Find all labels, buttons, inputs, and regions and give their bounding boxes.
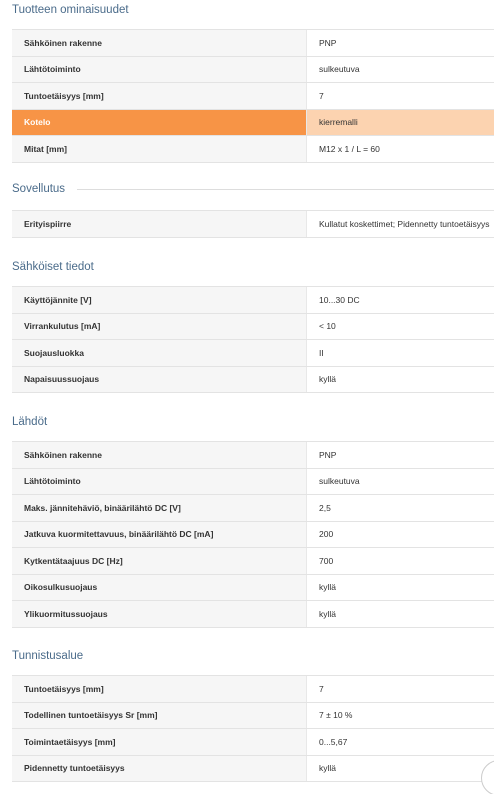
row-key: Todellinen tuntoetäisyys Sr [mm] <box>12 703 307 729</box>
table-row <box>12 211 494 238</box>
table-row <box>12 287 494 314</box>
row-value: Kullatut koskettimet; Pidennetty tuntoetäisyys <box>319 218 490 229</box>
section-title-electrical <box>12 261 494 273</box>
row-value: < 10 <box>319 321 336 332</box>
section-title-text: Tuotteen ominaisuudet <box>12 4 129 16</box>
row-value: 700 <box>319 555 334 566</box>
row-key: Napaisuussuojaus <box>12 367 307 393</box>
spec-table-electrical <box>12 286 494 393</box>
table-row <box>12 676 494 703</box>
row-key: Virrankulutus [mA] <box>12 314 307 340</box>
row-key: Mitat [mm] <box>12 136 307 162</box>
spec-table-product <box>12 29 494 163</box>
table-row <box>12 469 494 496</box>
section-title-text: Lähdöt <box>12 416 48 428</box>
spec-table-sensing <box>12 675 494 782</box>
row-key: Lähtötoiminto <box>12 469 307 495</box>
table-row <box>12 136 494 163</box>
row-value: 0...5,67 <box>319 736 348 747</box>
row-value: sulkeutuva <box>319 476 360 487</box>
row-key: Kytkentätaajuus DC [Hz] <box>12 548 307 574</box>
row-value: kierremalli <box>307 110 494 136</box>
row-value: kyllä <box>319 763 337 774</box>
section-title-outputs <box>12 416 494 428</box>
section-title-product <box>12 4 494 16</box>
table-row <box>12 57 494 84</box>
section-title-application <box>12 183 494 195</box>
table-row <box>12 442 494 469</box>
row-key: Kotelo <box>12 110 307 136</box>
table-row <box>12 340 494 367</box>
table-row <box>12 367 494 394</box>
row-value: 7 <box>319 683 324 694</box>
row-value: PNP <box>319 37 337 48</box>
row-key: Suojausluokka <box>12 340 307 366</box>
table-row <box>12 756 494 783</box>
table-row <box>12 314 494 341</box>
section-title-sensing <box>12 650 494 662</box>
table-row <box>12 30 494 57</box>
spec-table-application <box>12 210 494 238</box>
row-value: M12 x 1 / L = 60 <box>319 143 380 154</box>
section-title-text: Tunnistusalue <box>12 650 84 662</box>
row-key: Tuntoetäisyys [mm] <box>12 83 307 109</box>
row-value: kyllä <box>319 608 337 619</box>
row-key: Sähköinen rakenne <box>12 30 307 56</box>
row-value: II <box>319 347 324 358</box>
row-key: Ylikuormitussuojaus <box>12 601 307 627</box>
section-title-text: Sovellutus <box>12 183 66 195</box>
row-value: sulkeutuva <box>319 64 360 75</box>
table-row <box>12 601 494 628</box>
table-row-highlighted <box>12 110 494 137</box>
row-value: PNP <box>319 449 337 460</box>
table-row <box>12 522 494 549</box>
row-key: Käyttöjännite [V] <box>12 287 307 313</box>
table-row <box>12 495 494 522</box>
row-value: 7 ± 10 % <box>319 710 353 721</box>
row-value: kyllä <box>319 582 337 593</box>
row-key: Oikosulkusuojaus <box>12 575 307 601</box>
row-value: kyllä <box>319 374 337 385</box>
row-value: 200 <box>319 529 334 540</box>
row-key: Jatkuva kuormitettavuus, binäärilähtö DC [mA] <box>12 522 307 548</box>
row-value: 10...30 DC <box>319 294 360 305</box>
row-key: Tuntoetäisyys [mm] <box>12 676 307 702</box>
table-row <box>12 729 494 756</box>
table-row <box>12 83 494 110</box>
row-key: Pidennetty tuntoetäisyys <box>12 756 307 782</box>
table-row <box>12 703 494 730</box>
row-key: Lähtötoiminto <box>12 57 307 83</box>
row-value: 2,5 <box>319 502 331 513</box>
row-key: Maks. jännitehäviö, binäärilähtö DC [V] <box>12 495 307 521</box>
table-row <box>12 575 494 602</box>
table-row <box>12 548 494 575</box>
row-key: Toimintaetäisyys [mm] <box>12 729 307 755</box>
row-key: Sähköinen rakenne <box>12 442 307 468</box>
section-divider <box>77 189 494 190</box>
row-value: 7 <box>319 90 324 101</box>
row-key: Erityispiirre <box>12 211 307 237</box>
section-title-text: Sähköiset tiedot <box>12 261 94 273</box>
spec-table-outputs <box>12 441 494 628</box>
